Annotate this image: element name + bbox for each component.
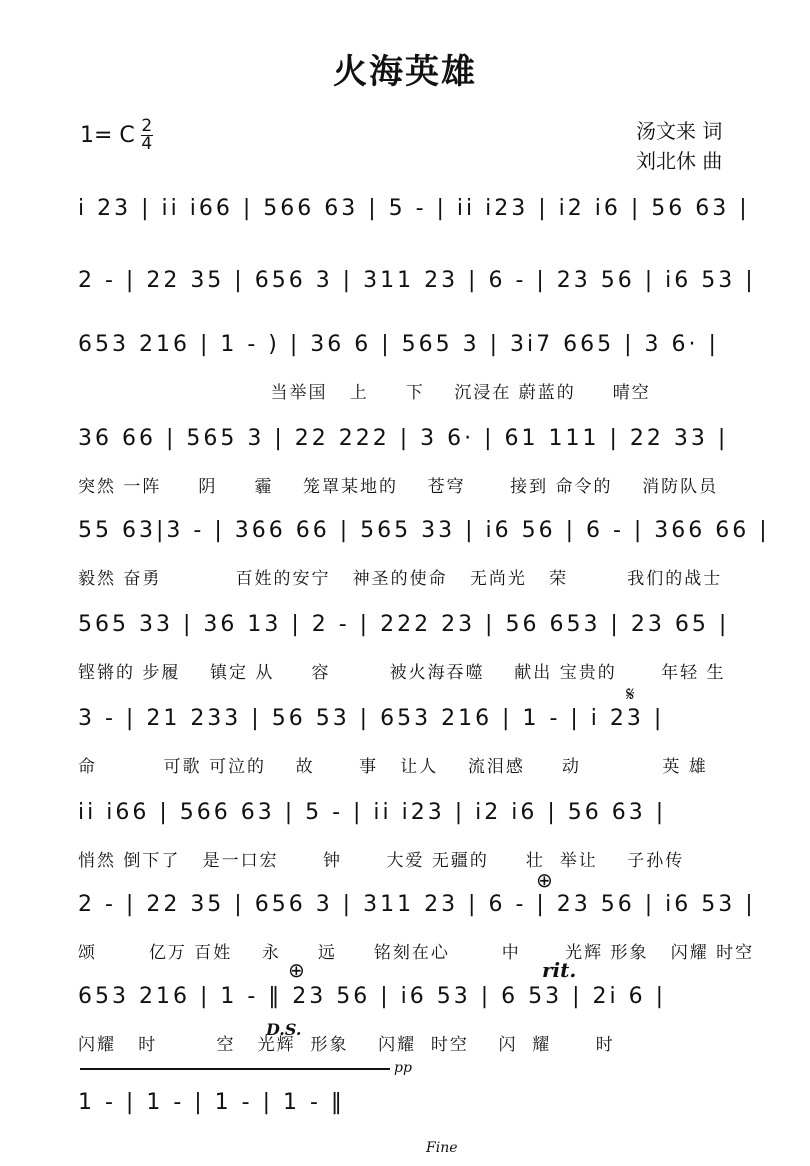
- lyrics: 颂 亿万 百姓 永 远 铭刻在心 中 光辉 形象 闪耀 时空: [78, 943, 755, 963]
- lyrics: 当举国 上 下 沉浸在 蔚蓝的 晴空: [78, 383, 651, 403]
- score-line-3: [0, 332, 810, 404]
- lyrics: 命 可歌 可泣的 故 事 让人 流泪感 动 英 雄: [78, 757, 708, 777]
- notes: 565 33 | 36 13 | 2 - | 222 23 | 56 653 | 23 65 |: [78, 612, 730, 637]
- fine-marking: Fine: [426, 1140, 458, 1156]
- time-numerator: 2: [141, 116, 153, 136]
- segno-icon: 𝄋: [626, 682, 635, 706]
- coda-icon: ⊕: [288, 958, 305, 982]
- lyrics: 铿锵的 步履 镇定 从 容 被火海吞噬 献出 宝贵的 年轻 生: [78, 663, 726, 683]
- notes: 1 - | 1 - | 1 - | 1 - ‖: [78, 1090, 345, 1115]
- key-signature: [80, 118, 153, 153]
- composer: 刘北休 曲: [636, 149, 723, 173]
- score-line-9: [0, 892, 810, 964]
- notes: 2 - | 22 35 | 656 3 | 311 23 | 6 - | 23 56 | i6 53 |: [78, 892, 756, 917]
- key-label: 1= C: [80, 123, 135, 148]
- lyrics: 悄然 倒下了 是一口宏 钟 大爱 无疆的 壮 举让 子孙传: [78, 851, 685, 871]
- notes: 36 66 | 565 3 | 22 222 | 3 6· | 61 111 | 22 33 |: [78, 426, 729, 451]
- score-line-2: [0, 268, 810, 340]
- score-line-7: [0, 706, 810, 778]
- notes: 2 - | 22 35 | 656 3 | 311 23 | 6 - | 23 56 | i6 53 |: [78, 268, 756, 293]
- ds-marking: D.S.: [266, 1020, 302, 1039]
- score-line-6: [0, 612, 810, 684]
- rit-marking: rit.: [542, 958, 577, 982]
- notes: 55 63|3 - | 366 66 | 565 33 | i6 56 | 6 - | 366 66 |: [78, 518, 770, 543]
- credits: [636, 116, 722, 176]
- notes: ii i66 | 566 63 | 5 - | ii i23 | i2 i6 | 56 63 |: [78, 800, 667, 825]
- notes: 653 216 | 1 - ‖ 23 56 | i6 53 | 6 53 | 2i 6 |: [78, 984, 667, 1009]
- notes: 653 216 | 1 - ) | 36 6 | 565 3 | 3i7 665 | 3 6· |: [78, 332, 719, 357]
- lyrics: 毅然 奋勇 百姓的安宁 神圣的使命 无尚光 荣 我们的战士: [78, 569, 723, 589]
- time-signature: [141, 118, 153, 153]
- song-title: 火海英雄: [333, 52, 477, 92]
- score-line-4: [0, 426, 810, 498]
- score-line-10: [0, 984, 810, 1056]
- score-line-8: [0, 800, 810, 872]
- lyricist: 汤文来 词: [636, 119, 723, 143]
- score-line-5: [0, 518, 810, 590]
- score-line-1: [0, 196, 810, 268]
- lyrics: 闪耀 时 空 光辉 形象 闪耀 时空 闪 耀 时: [78, 1035, 615, 1055]
- decrescendo-line: [80, 1068, 390, 1070]
- lyrics: 突然 一阵 阴 霾 笼罩某地的 苍穹 接到 命令的 消防队员: [78, 477, 719, 497]
- notes: 3 - | 21 233 | 56 53 | 653 216 | 1 - | i 23 |: [78, 706, 665, 731]
- notes: i 23 | ii i66 | 566 63 | 5 - | ii i23 | i2 i6 | 56 63 |: [78, 196, 750, 221]
- coda-icon: ⊕: [536, 868, 553, 892]
- pp-marking: pp: [394, 1060, 412, 1076]
- time-denominator: 4: [141, 134, 153, 154]
- score-line-11: [0, 1090, 810, 1162]
